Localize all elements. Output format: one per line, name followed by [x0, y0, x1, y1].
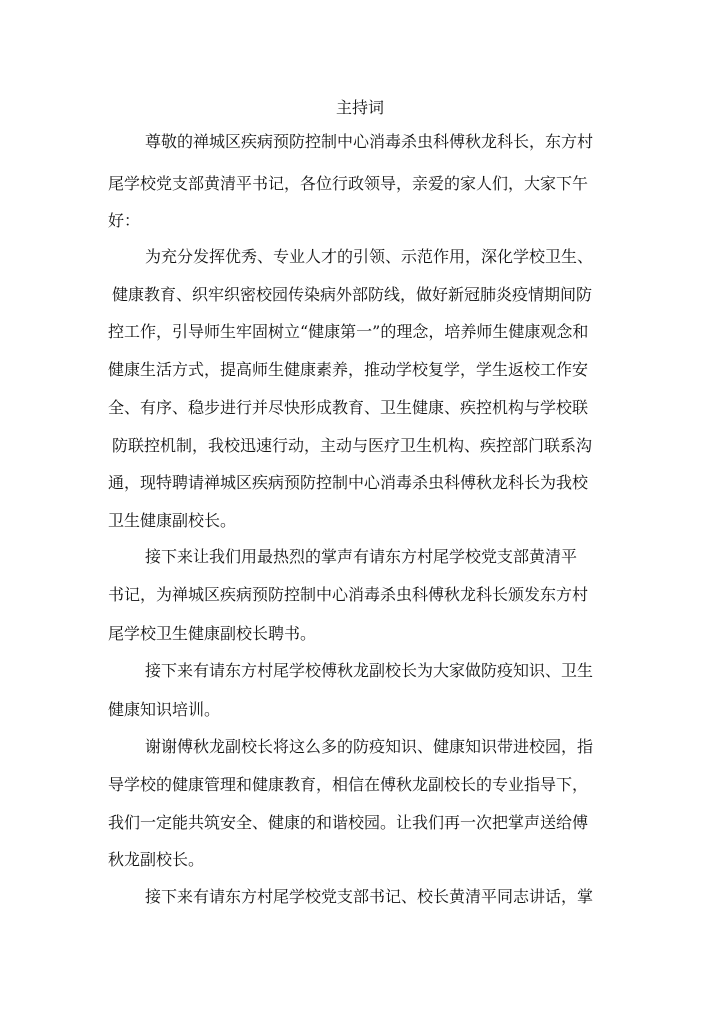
text-line: 尾学校党支部黄清平书记，各位行政领导，亲爱的家人们，大家下午: [108, 174, 589, 193]
text-line: 书记，为禅城区疾病预防控制中心消毒杀虫科傅秋龙科长颁发东方村: [108, 585, 589, 604]
text-line: 秋龙副校长。: [108, 850, 205, 869]
text-line: 为充分发挥优秀、专业人才的引领、示范作用，深化学校卫生、: [145, 247, 594, 266]
text-line: 接下来让我们用最热烈的掌声有请东方村尾学校党支部黄清平: [145, 547, 578, 566]
text-line: 健康知识培训。: [108, 700, 221, 719]
text-line: 尊敬的禅城区疾病预防控制中心消毒杀虫科傅秋龙科长，东方村: [145, 132, 594, 151]
text-line: 控工作，引导师生牢固树立“健康第一”的理念，培养师生健康观念和: [108, 322, 589, 341]
text-line: 导学校的健康管理和健康教育，相信在傅秋龙副校长的专业指导下，: [108, 775, 589, 794]
text-line: 健康教育、织牢织密校园传染病外部防线，做好新冠肺炎疫情期间防: [112, 285, 593, 304]
text-line: 全、有序、稳步进行并尽快形成教育、卫生健康、疾控机构与学校联: [108, 398, 589, 417]
document-title: 主持词: [335, 98, 384, 117]
text-line: 卫生健康副校长。: [108, 511, 237, 530]
text-line: 防联控机制，我校迅速行动，主动与医疗卫生机构、疾控部门联系沟: [112, 436, 593, 455]
text-line: 好：: [108, 211, 141, 230]
text-line: 我们一定能共筑安全、健康的和谐校园。让我们再一次把掌声送给傅: [108, 813, 589, 832]
text-line: 健康生活方式，提高师生健康素养，推动学校复学，学生返校工作安: [108, 360, 589, 379]
text-line: 谢谢傅秋龙副校长将这么多的防疫知识、健康知识带进校园，指: [145, 737, 594, 756]
text-line: 接下来有请东方村尾学校党支部书记、校长黄清平同志讲话，掌: [145, 887, 594, 906]
text-line: 尾学校卫生健康副校长聘书。: [108, 624, 317, 643]
text-line: 接下来有请东方村尾学校傅秋龙副校长为大家做防疫知识、卫生: [145, 661, 594, 680]
text-line: 通，现特聘请禅城区疾病预防控制中心消毒杀虫科傅秋龙科长为我校: [108, 473, 589, 492]
